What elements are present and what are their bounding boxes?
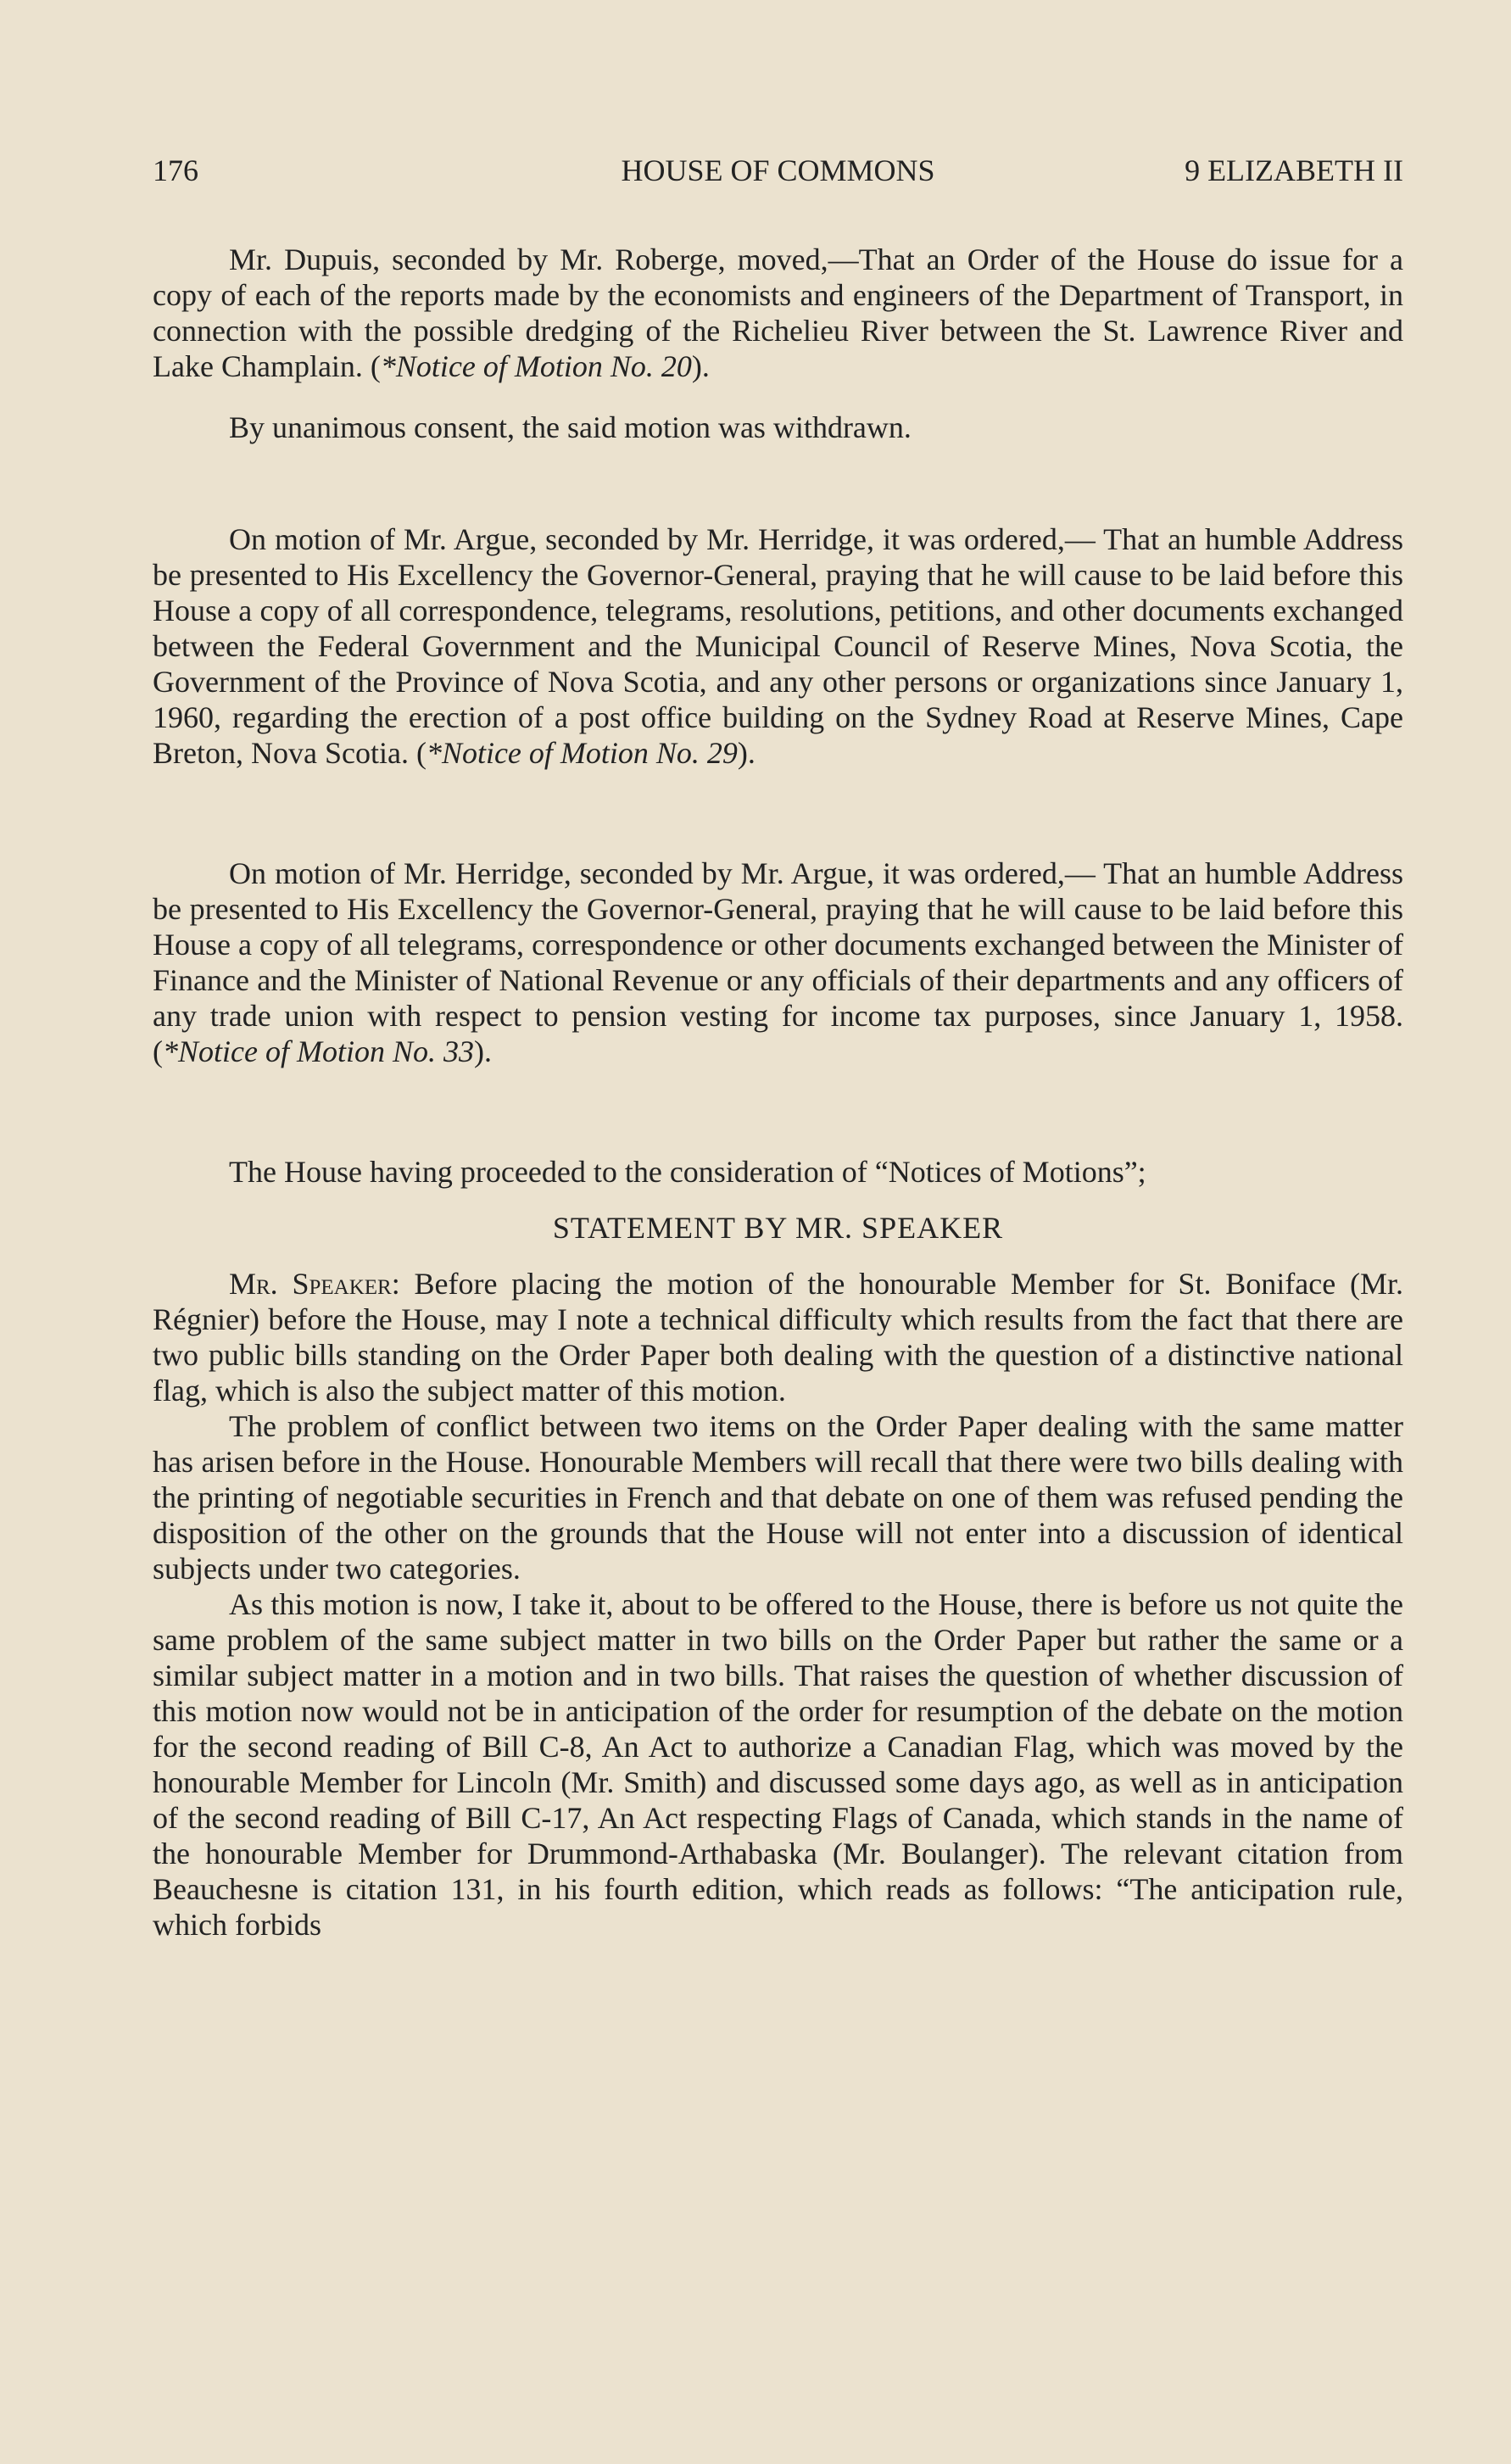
statement-para-1: Mr. Speaker: Before placing the motion of the honourable Member for St. Boniface (Mr. Régnier) before the House, may I note a technical difficulty which results from the fact that there are two public bills standing on the Order Paper both dealing with the question of a distinctive national flag, which is also the subject matter of this motion. [153, 1267, 1403, 1408]
notice-reference: *Notice of Motion No. 29 [426, 736, 738, 770]
speaker-label: Mr. Speaker [229, 1267, 392, 1301]
statement-heading: STATEMENT BY MR. SPEAKER [552, 1211, 1004, 1245]
motion-dupuis: Mr. Dupuis, seconded by Mr. Roberge, moved,—That an Order of the House do issue for a copy of each of the reports made by the economists and engineers of the Department of Transport, in connection with the possible dredging of the Richelieu River between the St. Lawrence River and Lake Champlain. (*Notice of Motion No. 20). [153, 242, 1403, 383]
notice-reference: *Notice of Motion No. 33 [163, 1034, 474, 1068]
journal-body [153, 242, 1403, 1943]
notices-intro: The House having proceeded to the consideration of “Notices of Motions”; [229, 1155, 1146, 1189]
statement-para-2: The problem of conflict between two items on the Order Paper dealing with the same matter has arisen before in the House. Honourable Members will recall that there were two bills dealing with the printing of negotiable securities in French and that debate on one of them was refused pending the disposition of the other on the grounds that the House will not enter into a discussion of identical subjects under two categories. [153, 1409, 1403, 1586]
notice-reference: *Notice of Motion No. 20 [380, 349, 692, 383]
page-number: 176 [153, 153, 198, 187]
statement-para-3: As this motion is now, I take it, about to be offered to the House, there is before us not quite the same problem of the same subject matter in two bills on the Order Paper but rather the same or a similar subject matter in a motion and in two bills. That raises the question of whether discussion of this motion now would not be in anticipation of the order for resumption of the debate on the motion for the second reading of Bill C-8, An Act to authorize a Canadian Flag, which was moved by the honourable Member for Lincoln (Mr. Smith) and discussed some days ago, as well as in anticipation of the second reading of Bill C-17, An Act respecting Flags of Canada, which stands in the name of the honourable Member for Drummond-Arthabaska (Mr. Boulanger). The relevant citation from Beauchesne is citation 131, in his fourth edition, which reads as follows: “The anticipation rule, which forbids [153, 1587, 1403, 1942]
motion-argue: On motion of Mr. Argue, seconded by Mr. Herridge, it was ordered,— That an humble Address be presented to His Excellency the Governor-General, praying that he will cause to be laid before this House a copy of all correspondence, telegrams, resolutions, petitions, and other documents exchanged between the Federal Government and the Municipal Council of Reserve Mines, Nova Scotia, the Government of the Province of Nova Scotia, and any other persons or organizations since January 1, 1960, regarding the erection of a post office building on the Sydney Road at Reserve Mines, Cape Breton, Nova Scotia. (*Notice of Motion No. 29). [153, 522, 1403, 770]
page-header [153, 153, 1403, 195]
running-title: HOUSE OF COMMONS [621, 153, 935, 187]
motion-herridge: On motion of Mr. Herridge, seconded by Mr. Argue, it was ordered,— That an humble Address be presented to His Excellency the Governor-General, praying that he will cause to be laid before this House a copy of all telegrams, correspondence or other documents exchanged between the Minister of Finance and the Minister of National Revenue or any officials of their departments and any officers of any trade union with respect to pension vesting for income tax purposes, since January 1, 1958. (*Notice of Motion No. 33). [153, 856, 1403, 1068]
regnal-year: 9 ELIZABETH II [1185, 153, 1403, 187]
withdrawn-note: By unanimous consent, the said motion was withdrawn. [229, 410, 912, 444]
